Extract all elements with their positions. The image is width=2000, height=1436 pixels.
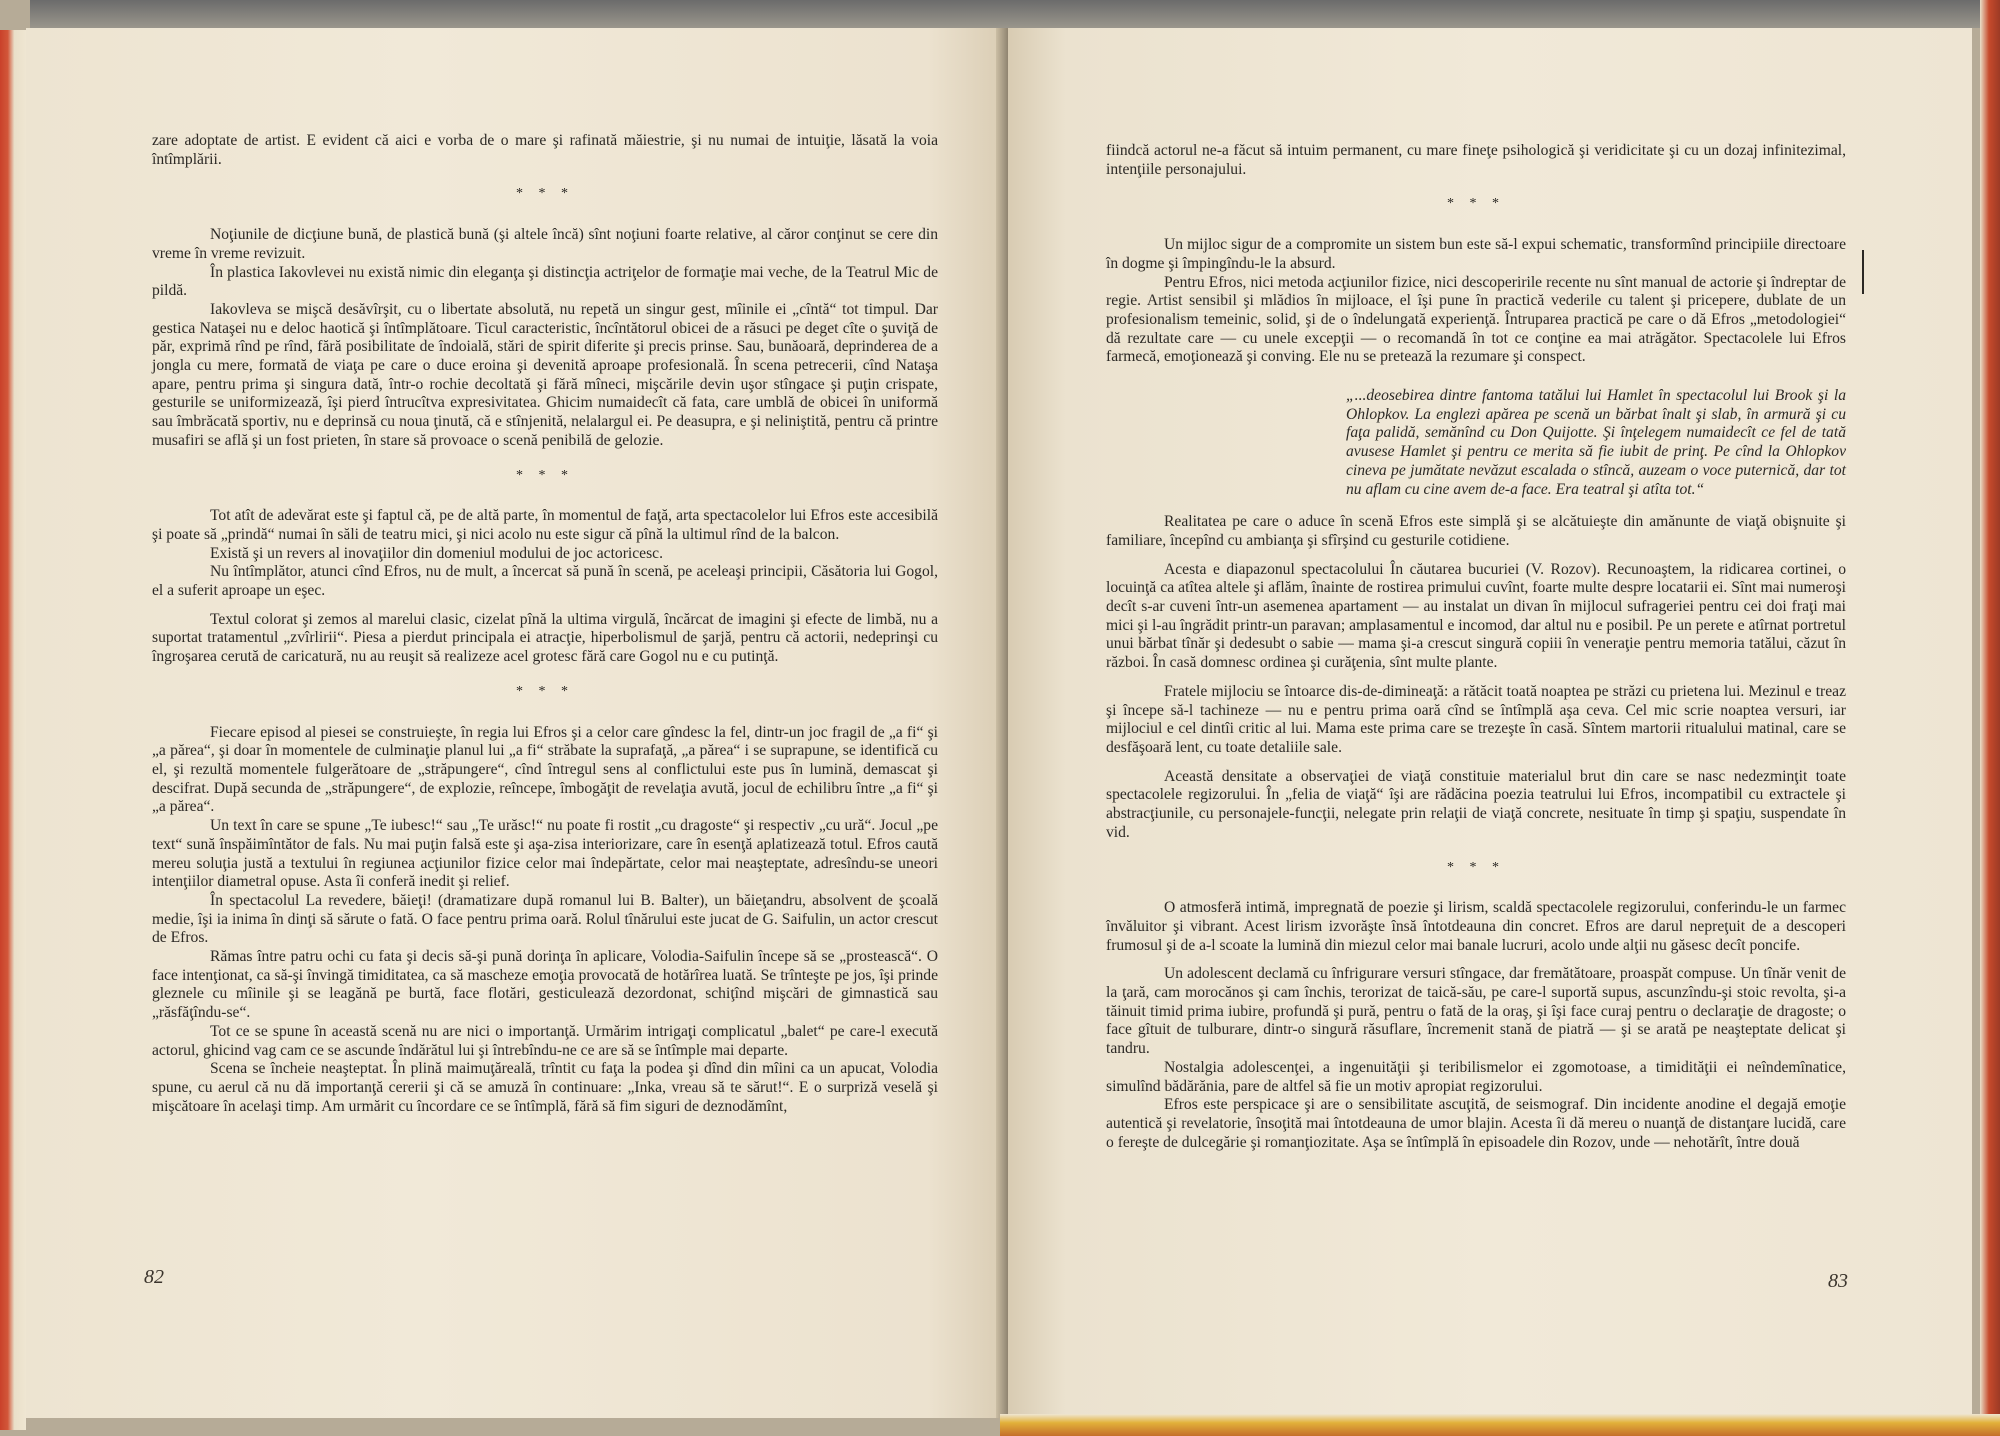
book-edge-left (0, 30, 26, 1430)
paragraph: Efros este perspicace şi are o sensibilitate ascuţită, de seismograf. Din incidente anodine el degajă emoţie autentică şi revelatorie, însoţită mai întotdeauna de umor blajin. Acesta îi dă mereu o nuanţă de distanţare lucidă, care o fereşte de dulcegărie şi romanţiozitate. Aşa se întîmplă în episoadele din Rozov, unde — nehotărît, între două (1106, 1096, 1846, 1151)
paragraph: Iakovleva se mişcă desăvîrşit, cu o libertate absolută, nu repetă un singur gest, mîinile ei „cîntă“ tot timpul. Dar gestica Nataşei nu e deloc haotică şi întîmplătoare. Ticul caracteristic, încîntătorul obicei de a răsuci pe deget cîte o şuviţă de păr, exprimă rînd pe rînd, fără posibilitate de îndoială, stări de spirit diferite şi precis prinse. Sau, bunăoară, deprinderea de a jongla cu mere, formată de viaţa pe care o duce eroina şi devenită aproape profesională. În scena petrecerii, cînd Nataşa apare, pentru prima şi singura dată, într-o rochie decoltată şi fără mîneci, mişcările devin uşor stîngace şi puţin crispate, gesturile se uniformizează, îşi pierd întrucîtva expresivitatea. Ghicim numaidecît că fata, care umblă de obicei în uniformă sau îmbrăcată sportiv, nu e deprinsă cu noua ţinută, că e stînjenită, nelalargul ei. Pe deasupra, e şi neliniştită, pentru că printre musafiri se află şi un fost prieten, în stare să provoace o scenă penibilă de gelozie. (152, 300, 938, 449)
paragraph: Rămas între patru ochi cu fata şi decis să-şi pună dorinţa în aplicare, Volodia-Saifulin începe să se „prostească“. O face intenţionat, ca să-şi învingă timiditatea, ca să mascheze emoţia provocată de hotărîrea luată. Se trînteşte pe jos, îşi prinde gleznele cu mîinile şi se leagănă pe burtă, face flotări, gesticulează dezordonat, schiţînd mişcări de gimnastică sau „răsfăţîndu-se“. (152, 948, 938, 1022)
section-separator: * * * (516, 186, 574, 202)
paragraph: fiindcă actorul ne-a făcut să intuim permanent, cu mare fineţe psihologică şi veridicitate şi cu un dozaj infinitezimal, intenţiile personajului. (1106, 142, 1846, 178)
paragraph: Realitatea pe care o aduce în scenă Efros este simplă şi se alcătuieşte din amănunte de viaţă obişnuite şi familiare, începînd cu ambianţa şi sfîrşind cu gesturile cotidiene. (1106, 513, 1846, 549)
paragraph: Există şi un revers al inovaţiilor din domeniul modului de joc actoricesc. (210, 544, 663, 562)
block-quote: „...deosebirea dintre fantoma tatălui lui Hamlet în spectacolul lui Brook şi la Ohlopkov. La englezi apărea pe scenă un bărbat înalt şi slab, în armură şi cu faţa palidă, semănînd cu Don Quijotte. Şi înţelegem numaidecît ce fel de tată avusese Hamlet şi pentru ce merita să fie iubit de prinţ. Pe cînd la Ohlopkov cineva pe jumătate nevăzut escalada o stîncă, auzeam o voce puternică, dar tot nu aflam cu cine avem de-a face. Era teatral şi atîta tot.“ (1346, 387, 1846, 498)
book-edge-right (1980, 0, 2000, 1436)
section-separator: * * * (516, 467, 574, 483)
paragraph: O atmosferă intimă, impregnată de poezie şi lirism, scaldă spectacolele regizorului, conferindu-le un farmec învăluitor şi vibrant. Acest lirism izvorăşte însă întotdeauna din concret. Efros are darul nepreţuit de a descoperi frumosul şi de a-l scoate la lumină din miezul celor mai banale lucruri, acolo unde alţii nu găsesc decît poncife. (1106, 899, 1846, 954)
left-page (26, 28, 1006, 1418)
book-edge-bottom (1000, 1414, 2000, 1436)
paragraph: Această densitate a observaţiei de viaţă constituie materialul brut din care se nasc nedezminţit toate spectacolele regizorului. În „felia de viaţă“ îşi are rădăcina poezia teatrului lui Efros, incompatibil cu extractele şi abstracţiunile, cu personajele-funcţii, nelegate prin relaţii de viaţă concrete, nesituate în timp şi spaţiu, suspendate în vid. (1106, 767, 1846, 841)
paragraph: Noţiunile de dicţiune bună, de plastică bună (şi altele încă) sînt noţiuni foarte relative, al căror conţinut se cere din vreme în vreme revizuit. (152, 226, 938, 262)
paragraph: Tot atît de adevărat este şi faptul că, pe de altă parte, în momentul de faţă, arta spectacolelor lui Efros este accesibilă şi poate să „prindă“ numai în săli de teatru mici, şi nici acolo nu este sigur că pînă la ultimul rînd de la balcon. (152, 507, 938, 543)
paragraph: Fiecare episod al piesei se construieşte, în regia lui Efros şi a celor care gîndesc la fel, dintr-un joc fragil de „a fi“ şi „a părea“, şi doar în momentele de culminaţie planul lui „a fi“ străbate la suprafaţă, „a părea“ i se suprapune, se identifică cu el, şi rezultă momentele fulgerătoare de „străpungere“, cînd întregul sens al conflictului este pus în lumină, demascat şi descifrat. După secunda de „străpungere“, de explozie, reîncepe, îmbogăţit de revelaţia avută, jocul de echilibru între „a fi“ şi „a părea“. (152, 723, 938, 816)
paragraph: În spectacolul La revedere, băieţi! (dramatizare după romanul lui B. Balter), un băieţandru, absolvent de şcoală medie, îşi ia inima în dinţi să sărute o fată. O face pentru prima oară. Rolul tînărului este jucat de G. Saifulin, un actor crescut de Efros. (152, 891, 938, 947)
paragraph: Un mijloc sigur de a compromite un sistem bun este să-l expui schematic, transformînd principiile directoare în dogme şi împingîndu-le la absurd. (1106, 236, 1846, 272)
page-number: 82 (144, 1266, 164, 1288)
paragraph: Pentru Efros, nici metoda acţiunilor fizice, nici descoperirile recente nu sînt manual de actorie şi îndreptar de regie. Artist sensibil şi mlădios în mijloace, el îşi pune în practică vederile cu talent şi pricepere, dublate de un profesionalism temeinic, solid, şi de o îndelungată experienţă. Întruparea practică pe care o dă Efros „metodologiei“ dă rezultate care — cu unele excepţii — o recomandă în tot ce conţine ea mai atrăgător. Spectacolele lui Efros farmecă, emoţionează şi conving. Ele nu se pretează la rezumare şi conspect. (1106, 273, 1846, 366)
margin-pencil-mark (1862, 250, 1864, 294)
paragraph: Nu întîmplător, atunci cînd Efros, nu de mult, a încercat să pună în scenă, pe aceleaşi principii, Căsătoria lui Gogol, el a suferit aproape un eşec. (152, 563, 938, 600)
paragraph: Un adolescent declamă cu înfrigurare versuri stîngace, dar fremătătoare, proaspăt compuse. Un tînăr venit de la ţară, cam morocănos şi cam închis, terorizat de taică-său, pe care-l suportă supus, ascunzîndu-şi stoic revolta, şi-a tăinuit timid prima iubire, profundă şi pură, pentru o fată de la oraş, şi îşi face curaj pentru o declaraţie de dragoste; o face gîtuit de tulburare, dintr-o singură răsuflare, încremenit stană de piatră — şi se arată pe neaşteptate delicat şi tandru. (1106, 965, 1846, 1058)
paragraph: Scena se încheie neaşteptat. În plină maimuţăreală, trîntit cu faţa la podea şi dînd din mîini ca un apucat, Volodia spune, cu aerul că nu dă importanţă cererii şi că se amuză în continuare: „Inka, vreau să te sărut!“. E o surpriză veselă şi mişcătoare în acelaşi timp. Am urmărit cu încordare ce se întîmplă, fără să fim siguri de deznodămînt, (152, 1060, 938, 1115)
paragraph: Nostalgia adolescenţei, a ingenuităţii şi teribilismelor ei zgomotoase, a timidităţii ei neîndemînatice, simulînd bădărănia, pare de altfel să fie un motiv apropiat regizorului. (1106, 1058, 1846, 1095)
section-separator: * * * (516, 683, 574, 699)
right-text-column (1106, 142, 1846, 1152)
section-separator: * * * (1447, 196, 1505, 212)
section-separator: * * * (1447, 859, 1505, 875)
paragraph: Textul colorat şi zemos al marelui clasic, cizelat pînă la ultima virgulă, încărcat de imagini şi efecte de limbă, nu a suportat tratamentul „zvîrlirii“. Piesa a pierdut principala ei atracţie, hiperbolismul de şarjă, pentru că actorii, nedeprinşi cu îngroşarea cerută de caricatură, nu au reuşit să realizeze acel grotesc fără care Gogol nu e cu putinţă. (152, 610, 938, 666)
paragraph: Acesta e diapazonul spectacolului În căutarea bucuriei (V. Rozov). Recunoaştem, la ridicarea cortinei, o locuinţă ca atîtea altele şi aflăm, înainte de rostirea primului cuvînt, foarte multe despre locatarii ei. Sînt mai numeroşi decît s-ar cuveni într-un asemenea apartament — au instalat un divan în mijlocul sufrageriei pentru cei doi fraţi mai mici şi l-au îngrădit printr-un paravan; amplasamentul e incomod, dar altul nu e posibil. Pe un perete e atîrnat portretul unui bărbat tînăr şi dedesubt o sabie — mama şi-a crescut singură copiii în veneraţie pentru memoria tatălui, căzut în război. În casă domnesc ordinea şi curăţenia, sînt multe plante. (1106, 560, 1846, 672)
left-text-column (152, 132, 938, 1116)
cover-top-band (30, 0, 1980, 28)
paragraph: zare adoptate de artist. E evident că aici e vorba de o mare şi rafinată măiestrie, şi nu numai de intuiţie, lăsată la voia întîmplării. (152, 132, 938, 168)
paragraph: În plastica Iakovlevei nu există nimic din eleganţa şi distincţia actriţelor de formaţie mai veche, de la Teatrul Mic de pildă. (152, 263, 938, 300)
paragraph: Tot ce se spune în această scenă nu are nici o importanţă. Urmărim intrigaţi complicatul „balet“ pe care-l execută actorul, ghicind vag cam ce se ascunde îndărătul lui şi întrebîndu-ne ce are să se întîmple mai departe. (152, 1022, 938, 1059)
page-number: 83 (1828, 1270, 1848, 1292)
paragraph: Un text în care se spune „Te iubesc!“ sau „Te urăsc!“ nu poate fi rostit „cu dragoste“ şi respectiv „cu ură“. Jocul „pe text“ sună înspăimîntător de fals. Nu mai puţin falsă este şi aşa-zisa interiorizare, care în esenţă aplatizează totul. Efros caută mereu soluţia justă a textului în regiunea acţiunilor fizice celor mai îndepărtate, celor mai neaşteptate, adresîndu-se uneori intenţiilor diametral opuse. Asta îi conferă inedit şi relief. (152, 817, 938, 891)
right-page (1008, 28, 1972, 1418)
paragraph: Fratele mijlociu se întoarce dis-de-dimineaţă: a rătăcit toată noaptea pe străzi cu prietena lui. Mezinul e treaz şi începe să-l tachineze — nu e pentru prima oară cînd se întîmplă aşa ceva. Cel mic scrie noaptea versuri, iar mijlociul e cel dintîi critic al lui. Mama este prima care se trezeşte în casă. Sîntem martorii ritualului matinal, care se desfăşoară lent, cu toate detaliile sale. (1106, 682, 1846, 756)
